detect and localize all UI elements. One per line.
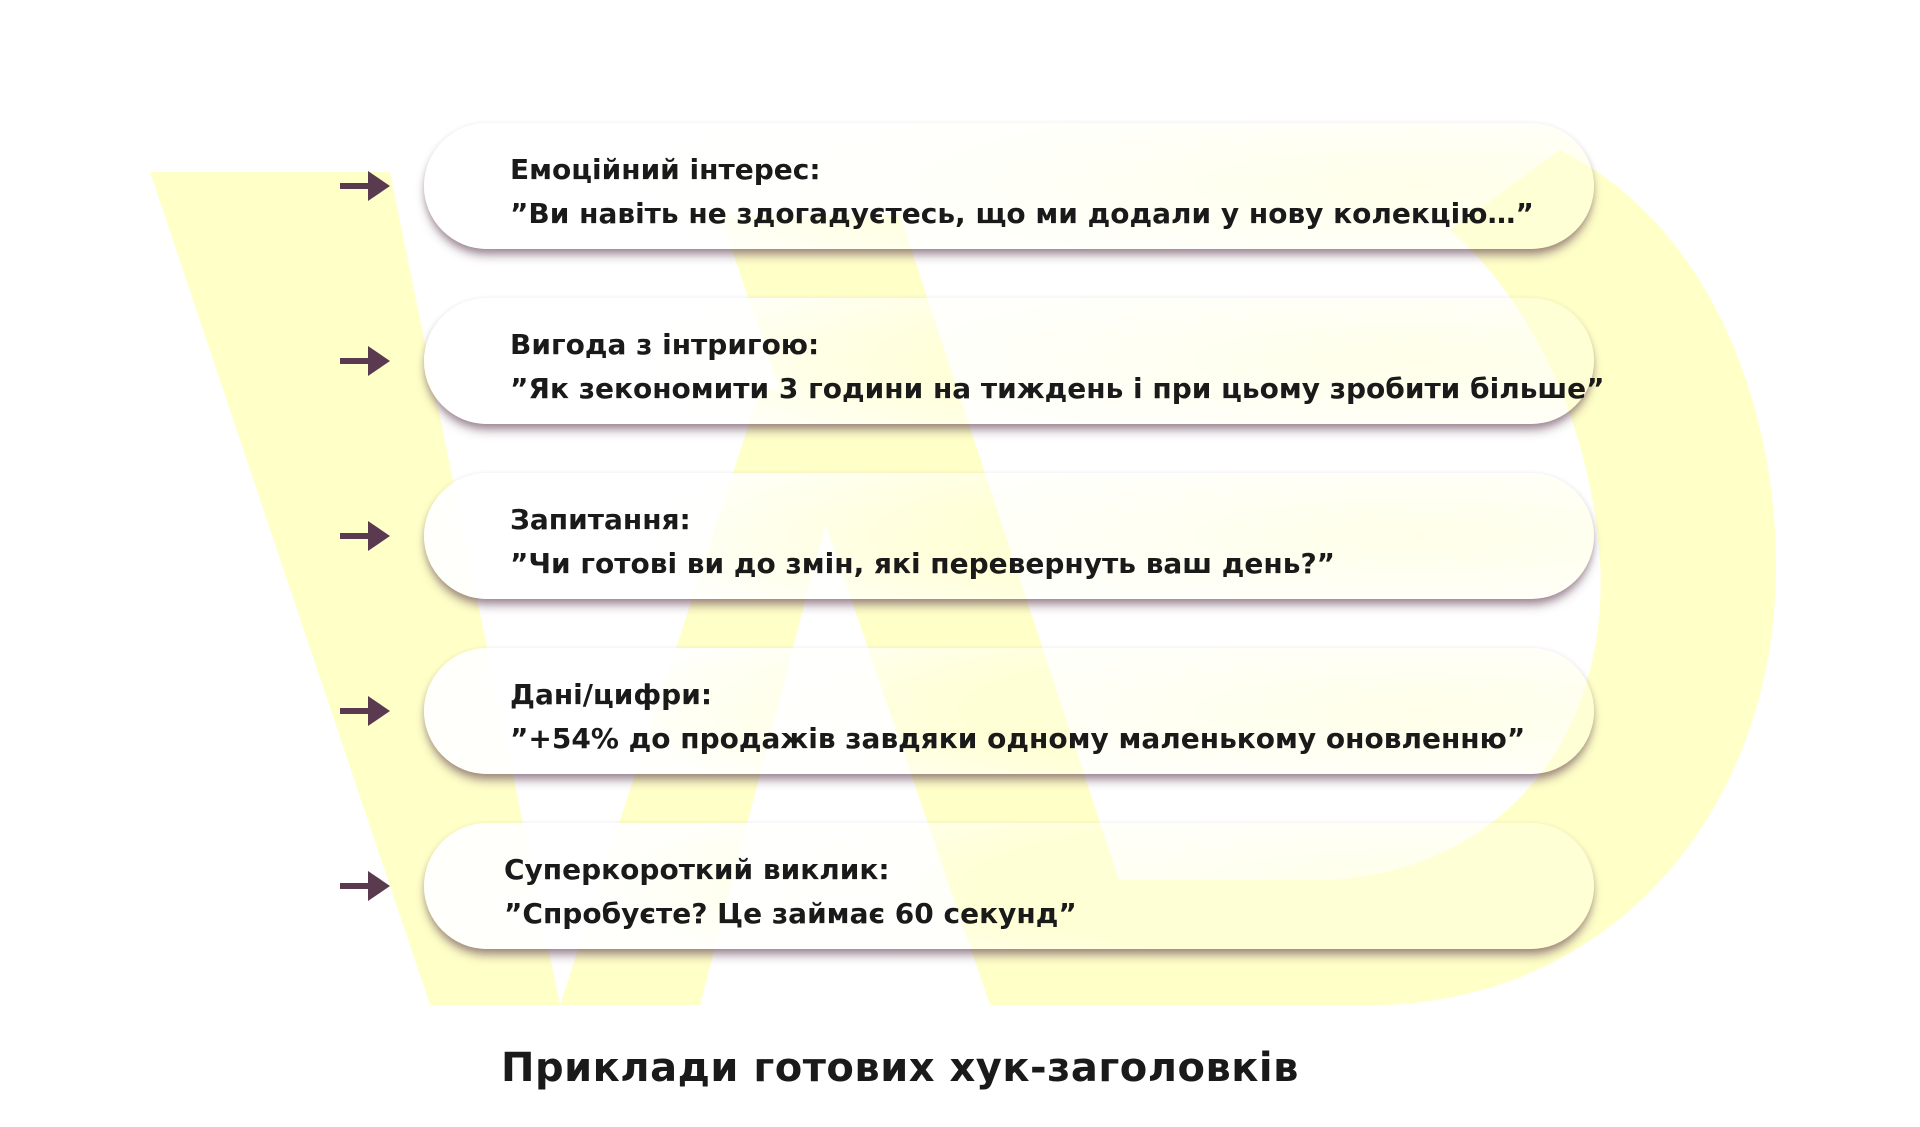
- hook-pill: [424, 823, 1594, 949]
- hook-card-5: [0, 823, 1920, 949]
- arrow-right-icon: [340, 344, 390, 378]
- hook-card-3: [0, 473, 1920, 599]
- hook-pill: [424, 648, 1594, 774]
- hook-quote: ”Спробуєте? Це займає 60 секунд”: [504, 897, 1077, 930]
- hook-pill: [424, 123, 1594, 249]
- hook-quote: ”Чи готові ви до змін, які перевернуть ваш день?”: [510, 547, 1336, 580]
- diagram-caption: Приклади готових хук-заголовків: [501, 1045, 1299, 1091]
- hook-card-4: [0, 648, 1920, 774]
- hook-quote: ”Як зекономити 3 години на тиждень і при цьому зробити більше”: [510, 372, 1605, 405]
- hook-label: Суперкороткий виклик:: [504, 853, 890, 886]
- hook-label: Вигода з інтригою:: [510, 328, 820, 361]
- arrow-right-icon: [340, 694, 390, 728]
- hook-label: Емоційний інтерес:: [510, 153, 821, 186]
- hook-pill: [424, 298, 1605, 424]
- arrow-right-icon: [340, 519, 390, 553]
- arrow-right-icon: [340, 869, 390, 903]
- hook-card-2: [0, 298, 1920, 424]
- arrow-right-icon: [340, 169, 390, 203]
- hook-pill: [424, 473, 1594, 599]
- hook-quote: ”Ви навіть не здогадуєтесь, що ми додали у нову колекцію…”: [510, 197, 1534, 230]
- hook-card-1: [0, 123, 1920, 249]
- hook-quote: ”+54% до продажів завдяки одному маленькому оновленню”: [510, 722, 1526, 755]
- hook-label: Запитання:: [510, 503, 691, 536]
- hook-label: Дані/цифри:: [510, 678, 713, 711]
